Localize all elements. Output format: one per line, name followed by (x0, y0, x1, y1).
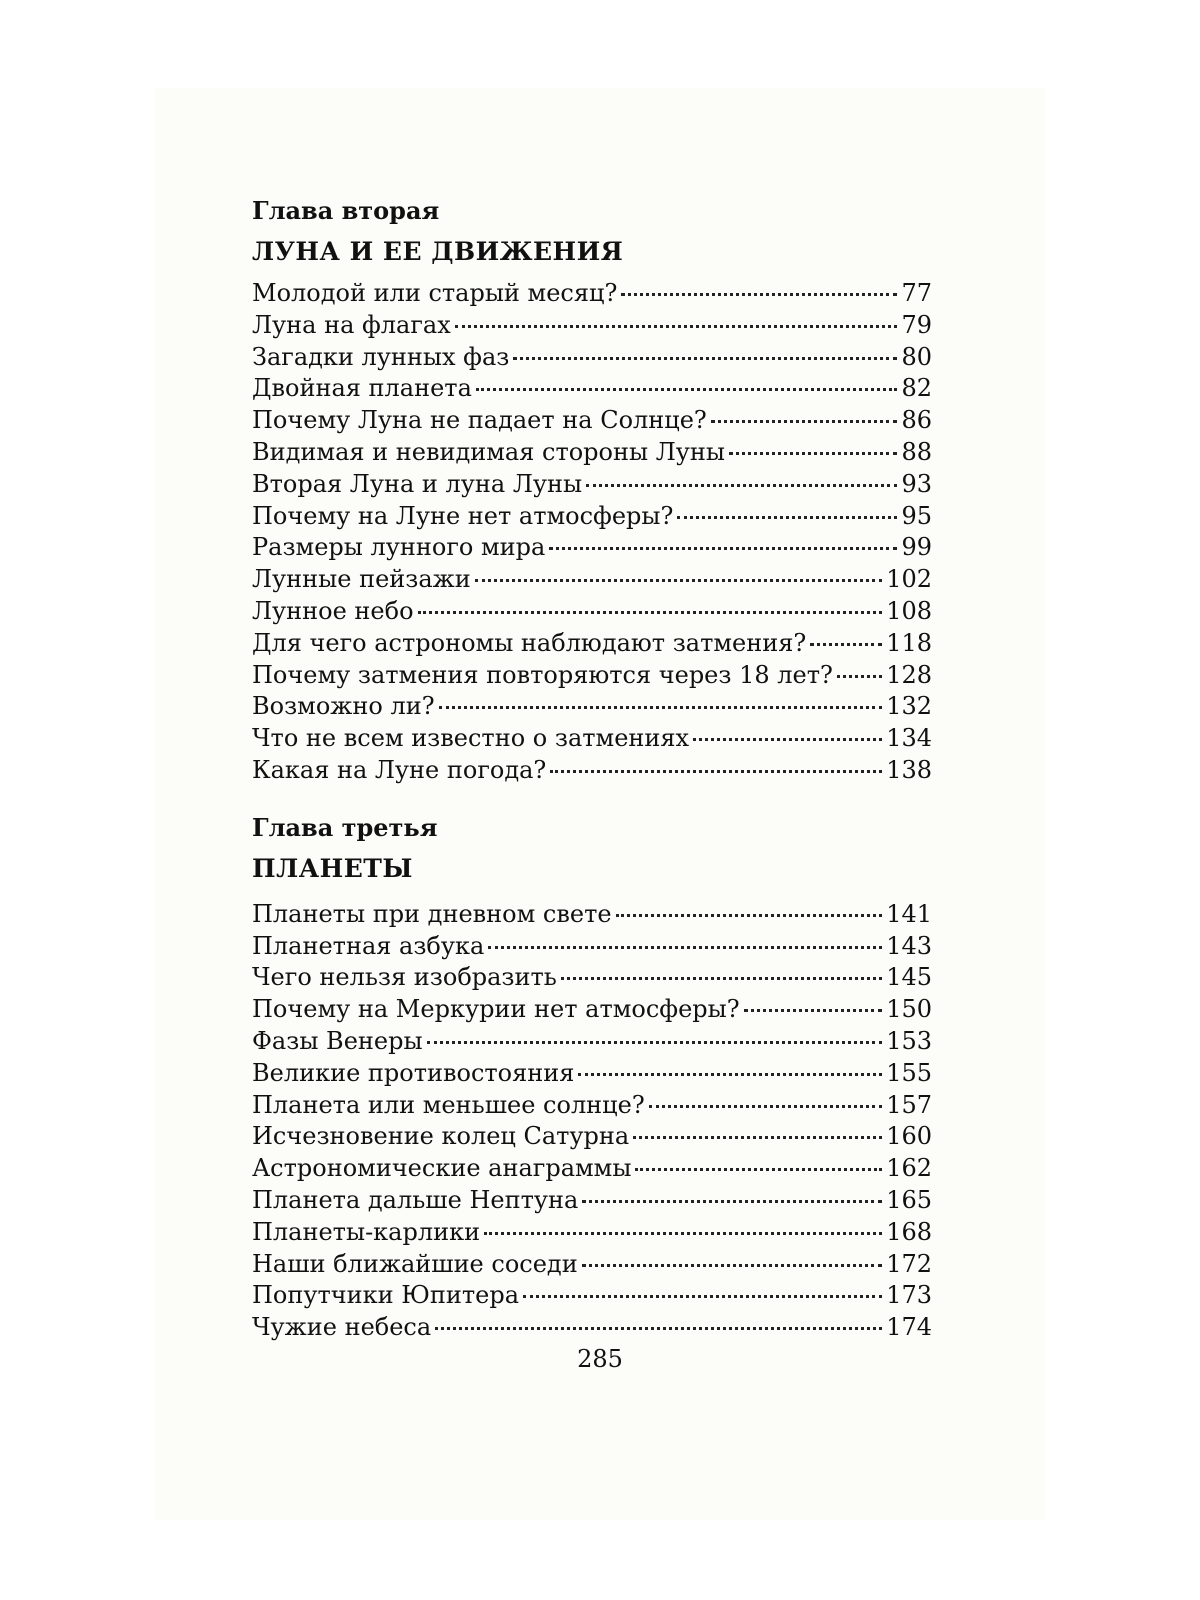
toc-entry-page: 162 (886, 1154, 932, 1183)
toc-entry-title: Планеты при дневном свете (252, 899, 612, 928)
dot-leader (475, 575, 882, 582)
toc-entry-title: Планета или меньшее солнце? (252, 1090, 645, 1119)
dot-leader (435, 1323, 882, 1330)
toc-entry (252, 1090, 932, 1122)
toc-entry-page: 82 (901, 374, 932, 403)
dot-leader (810, 639, 882, 646)
toc-entry-page: 79 (901, 310, 932, 339)
dot-leader (582, 1260, 882, 1267)
toc-entry (252, 405, 932, 437)
toc-entry-title: Почему Луна не падает на Солнце? (252, 406, 707, 435)
toc-entry-title: Планеты-карлики (252, 1217, 481, 1246)
toc-entry-title: Почему затмения повторяются через 18 лет? (252, 660, 833, 689)
toc-entry (252, 899, 932, 931)
toc-entry-page: 108 (886, 596, 932, 625)
toc-entry-page: 165 (886, 1185, 932, 1214)
dot-leader (711, 416, 898, 423)
dot-leader (837, 671, 882, 678)
dot-leader (621, 289, 897, 296)
toc-entry (252, 660, 932, 692)
toc-entry (252, 994, 932, 1026)
toc-entry-page: 155 (886, 1058, 932, 1087)
dot-leader (488, 942, 882, 949)
toc-entry-page: 160 (886, 1122, 932, 1151)
toc-entry-title: Великие противостояния (252, 1058, 575, 1087)
toc-entry-page: 128 (886, 660, 932, 689)
toc-entry-title: Чего нельзя изобразить (252, 963, 557, 992)
toc-entry (252, 373, 932, 405)
toc-entry-page: 172 (886, 1249, 932, 1278)
toc-entry (252, 723, 932, 755)
toc-entry (252, 437, 932, 469)
toc-entry-page: 174 (886, 1313, 932, 1342)
toc-entry-page: 173 (886, 1281, 932, 1310)
dot-leader (484, 1228, 882, 1235)
toc-entry (252, 564, 932, 596)
toc-entry (252, 532, 932, 564)
chapter-2-title: ЛУНА И ЕЕ ДВИЖЕНИЯ (252, 237, 624, 266)
dot-leader (439, 702, 883, 709)
toc-entry (252, 469, 932, 501)
toc-entry (252, 1249, 932, 1281)
toc-entry (252, 1026, 932, 1058)
toc-entry (252, 278, 932, 310)
toc-entry-page: 132 (886, 692, 932, 721)
toc-entry-page: 77 (901, 279, 932, 307)
toc-entry (252, 342, 932, 374)
toc-entry-page: 150 (886, 995, 932, 1024)
toc-entry-title: Почему на Луне нет атмосферы? (252, 501, 674, 530)
dot-leader (549, 543, 897, 550)
toc-entry (252, 1312, 932, 1344)
toc-entry-page: 86 (901, 406, 932, 435)
toc-entry-title: Для чего астрономы наблюдают затмения? (252, 628, 807, 657)
toc-entry (252, 310, 932, 342)
toc-entry-title: Наши ближайшие соседи (252, 1249, 578, 1278)
dot-leader (550, 766, 882, 773)
toc-entry-title: Почему на Меркурии нет атмосферы? (252, 995, 740, 1024)
toc-entry (252, 962, 932, 994)
toc-entry (252, 628, 932, 660)
toc-entry-title: Размеры лунного мира (252, 533, 546, 562)
dot-leader (582, 1196, 882, 1203)
dot-leader (649, 1101, 883, 1108)
toc-entry-title: Исчезновение колец Сатурна (252, 1122, 630, 1151)
toc-entry-title: Чужие небеса (252, 1313, 432, 1342)
toc-entry (252, 1217, 932, 1249)
dot-leader (523, 1291, 882, 1298)
toc-entry (252, 691, 932, 723)
chapter-3-title: ПЛАНЕТЫ (252, 853, 413, 883)
toc-entry-page: 99 (901, 533, 932, 562)
toc-entry (252, 1280, 932, 1312)
toc-entry-title: Лунные пейзажи (252, 565, 471, 594)
toc-entry-title: Загадки лунных фаз (252, 342, 510, 371)
toc-entry-title: Молодой или старый месяц? (252, 279, 618, 307)
toc-entry-page: 95 (901, 501, 932, 530)
dot-leader (427, 1037, 883, 1044)
dot-leader (633, 1132, 882, 1139)
toc-entry (252, 1185, 932, 1217)
toc-entry (252, 1153, 932, 1185)
chapter-2-section (252, 196, 932, 787)
dot-leader (586, 480, 897, 487)
dot-leader (744, 1005, 883, 1012)
dot-leader (578, 1069, 882, 1076)
toc-entry-title: Какая на Луне погода? (252, 755, 547, 784)
toc-entry-title: Планетная азбука (252, 931, 485, 960)
toc-entry-title: Что не всем известно о затмениях (252, 724, 690, 753)
toc-entry-page: 102 (886, 565, 932, 594)
toc-entry-title: Луна на флагах (252, 310, 451, 339)
dot-leader (418, 607, 883, 614)
dot-leader (561, 973, 882, 980)
toc-entry (252, 1121, 932, 1153)
toc-entry-page: 93 (901, 469, 932, 498)
toc-entry-title: Планета дальше Нептуна (252, 1185, 579, 1214)
chapter-2-label: Глава вторая (252, 196, 440, 225)
toc-entry (252, 501, 932, 533)
toc-entry-title: Попутчики Юпитера (252, 1281, 520, 1310)
toc-entry-page: 118 (886, 628, 932, 657)
toc-entry-page: 141 (886, 899, 932, 928)
chapter-3-entries (252, 899, 932, 1344)
toc-entry-page: 138 (886, 755, 932, 784)
toc-entry-page: 134 (886, 724, 932, 753)
toc-entry-page: 145 (886, 963, 932, 992)
page-number: 285 (577, 1345, 623, 1373)
toc-entry-page: 153 (886, 1026, 932, 1055)
dot-leader (616, 910, 883, 917)
dot-leader (455, 321, 898, 328)
dot-leader (729, 448, 897, 455)
dot-leader (635, 1164, 882, 1171)
table-of-contents (252, 196, 932, 1344)
dot-leader (476, 384, 898, 391)
toc-entry-title: Лунное небо (252, 596, 414, 625)
toc-entry-page: 80 (901, 342, 932, 371)
toc-entry-page: 157 (886, 1090, 932, 1119)
chapter-3-label: Глава третья (252, 812, 438, 842)
chapter-3-section (252, 813, 932, 1344)
chapter-2-entries (252, 278, 932, 787)
toc-entry (252, 755, 932, 787)
toc-entry-title: Двойная планета (252, 374, 472, 403)
toc-entry (252, 596, 932, 628)
toc-entry-page: 168 (886, 1217, 932, 1246)
toc-entry (252, 1058, 932, 1090)
toc-entry-title: Возможно ли? (252, 692, 435, 721)
dot-leader (693, 734, 882, 741)
toc-entry-title: Фазы Венеры (252, 1026, 423, 1055)
dot-leader (677, 512, 897, 519)
toc-entry-title: Видимая и невидимая стороны Луны (252, 437, 725, 466)
toc-entry-title: Вторая Луна и луна Луны (252, 469, 583, 498)
toc-entry-title: Астрономические анаграммы (252, 1154, 632, 1183)
toc-entry (252, 931, 932, 963)
toc-entry-page: 88 (901, 437, 932, 466)
toc-entry-page: 143 (886, 931, 932, 960)
dot-leader (513, 353, 897, 360)
